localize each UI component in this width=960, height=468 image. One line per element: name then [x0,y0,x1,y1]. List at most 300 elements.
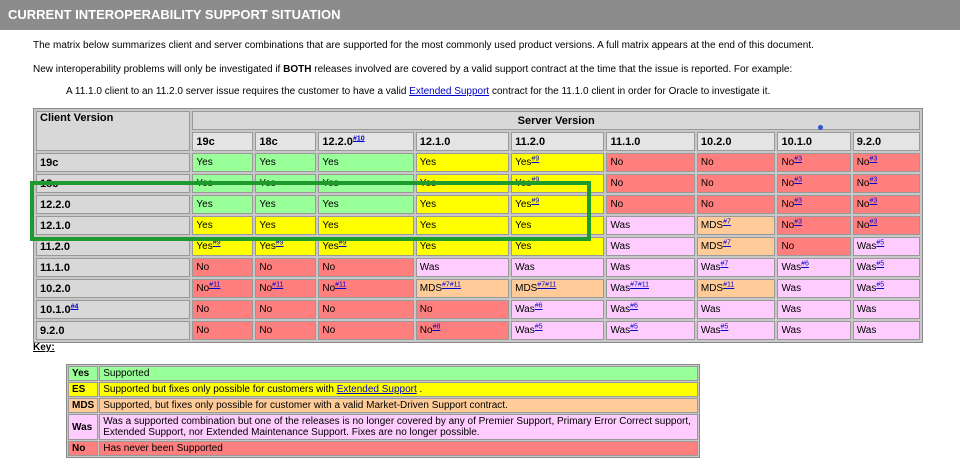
matrix-row [36,195,920,214]
support-status: No [781,241,795,252]
key-code: MDS [68,398,98,413]
support-cell [853,195,920,214]
support-status: Was [515,262,535,273]
support-cell [606,237,694,256]
footnote-ref [869,198,877,205]
support-cell [416,258,509,277]
support-cell [416,174,509,193]
key-text: Supported but fixes only possible for customers with [103,384,337,395]
client-version-label: 10.1.0 [40,303,71,316]
support-cell [777,237,850,256]
support-status: Yes [515,157,532,168]
client-version-label: 11.1.0 [40,261,70,274]
support-cell [777,216,850,235]
footnote-ref [535,324,543,331]
support-cell [606,300,694,319]
key-row [68,398,698,413]
footnote-link[interactable]: #6 [534,302,543,310]
client-version-label: 11.2.0 [40,240,70,253]
support-cell [777,321,850,340]
support-cell [255,300,316,319]
support-status: Yes [515,199,532,210]
support-status: No [856,178,870,189]
support-cell [606,279,694,298]
support-status: Was [610,325,631,336]
footnote-link[interactable]: #3 [869,218,878,226]
support-status: Yes [419,178,437,189]
support-cell [416,279,509,298]
support-status: Yes [322,199,339,210]
support-status: No [322,262,336,273]
footnote-link[interactable]: #11 [272,281,284,289]
support-cell [777,258,850,277]
footnote-ref [794,198,802,205]
server-column-header [606,132,694,151]
support-cell [697,174,776,193]
server-column-header [416,132,509,151]
support-cell [416,195,509,214]
server-column-label: 11.1.0 [610,135,641,148]
matrix-row [36,279,920,298]
footnote-ref [209,282,220,289]
matrix-row [36,321,920,340]
support-cell [511,174,604,193]
intro-bold: BOTH [283,64,312,75]
extended-support-link[interactable]: Extended Support [409,86,490,97]
support-status: No [610,178,624,189]
footnote-ref [723,219,731,226]
support-cell [697,153,776,172]
support-cell [606,216,694,235]
support-cell [697,237,776,256]
footnote-link[interactable]: #8 [432,323,441,331]
footnote-ref [353,135,365,142]
support-status: No [781,220,795,231]
support-status: Yes [259,220,276,231]
client-row-header [36,279,190,298]
footnote-link[interactable]: #3 [869,197,878,205]
support-cell [255,237,316,256]
footnote-ref [531,156,539,163]
server-column-label: 9.2.0 [856,135,882,148]
matrix-row [36,153,920,172]
support-status: No [196,283,210,294]
footnote-link[interactable]: #3 [794,155,803,163]
server-column-header [777,132,850,151]
support-status: No [700,157,714,168]
footnote-ref [535,303,543,310]
support-cell [697,279,776,298]
support-cell [777,174,850,193]
footnote-ref [723,282,734,289]
support-status: No [196,262,210,273]
key-description [99,398,698,413]
support-cell [416,237,509,256]
support-cell [318,321,413,340]
support-status: Was [700,304,721,315]
intro-example [66,86,770,97]
footnote-link[interactable]: #9 [531,155,540,163]
footnote-link[interactable]: #5 [630,323,638,331]
support-status: Yes [196,178,213,189]
footnote-ref [71,303,79,310]
support-cell [697,216,776,235]
footnote-link[interactable]: #5 [534,323,543,331]
key-description [99,382,698,397]
support-status: Was [610,220,631,231]
matrix-row [36,300,920,319]
footnote-ref [794,156,802,163]
client-version-label: 9.2.0 [40,324,65,337]
footnote-link[interactable]: #9 [275,239,284,247]
support-cell [511,216,604,235]
key-table [66,364,700,458]
support-status: No [856,199,870,210]
support-cell [318,195,413,214]
footnote-link[interactable]: #7 [720,260,729,268]
intro-text: contract for the 11.1.0 client in order for Oracle to investigate it. [489,86,771,97]
support-status: No [856,157,870,168]
footnote-ref [339,240,347,247]
footnote-ref [869,177,877,184]
support-status: Was [856,262,877,273]
key-code: ES [68,382,98,397]
support-status: Yes [515,241,532,252]
footnote-ref [869,219,877,226]
support-cell [697,321,776,340]
extended-support-link[interactable]: Extended Support [336,384,417,395]
intro-paragraph-2 [33,64,792,75]
footnote-ref [876,240,884,247]
support-status: Was [419,262,440,273]
support-cell [697,258,776,277]
support-status: Yes [419,199,437,210]
server-column-label: 10.1.0 [781,135,813,148]
support-status: Yes [515,178,532,189]
footnote-ref [531,177,539,184]
support-cell [697,300,776,319]
footnote-link[interactable]: #10 [352,134,365,142]
client-version-label: 12.2.0 [40,198,71,211]
server-column-label: 11.2.0 [515,135,546,148]
support-status: No [781,178,795,189]
support-status: Was [515,304,535,315]
client-row-header [36,195,190,214]
server-column-label: 19c [196,135,215,148]
support-cell [606,195,694,214]
footnote-link[interactable]: #3 [794,176,803,184]
support-cell [511,153,604,172]
key-row [68,441,698,456]
support-cell [255,279,316,298]
server-column-label: 12.1.0 [419,135,451,148]
support-status: No [322,283,336,294]
page-title: CURRENT INTEROPERABILITY SUPPORT SITUATION [0,0,960,30]
footnote-link[interactable]: #7#11 [442,281,461,289]
support-status: No [419,325,433,336]
footnote-ref [801,261,809,268]
footnote-link[interactable]: #3 [794,218,803,226]
support-status: No [610,199,624,210]
support-status: Was [610,262,631,273]
support-cell [511,195,604,214]
footnote-ref [276,240,284,247]
server-column-header [511,132,604,151]
support-status: Yes [322,220,339,231]
footnote-link[interactable]: #9 [338,239,347,247]
support-status: Yes [322,178,339,189]
footnote-link[interactable]: #7 [723,218,731,226]
intro-text: New interoperability problems will only be investigated if [33,64,284,75]
support-status: Yes [259,178,276,189]
support-cell [255,258,316,277]
support-cell [255,321,316,340]
footnote-ref [335,282,346,289]
support-status: MDS [515,283,538,294]
footnote-link[interactable]: #5 [720,323,729,331]
support-cell [192,195,253,214]
footnote-ref [723,240,731,247]
support-status: Yes [259,241,276,252]
support-cell [606,153,694,172]
support-status: No [419,304,433,315]
footnote-link[interactable]: #4 [70,302,79,310]
support-status: Yes [419,220,437,231]
support-status: Was [856,241,877,252]
footnote-ref [876,261,884,268]
client-version-label: 10.2.0 [40,282,71,295]
support-status: No [259,283,273,294]
support-status: No [781,157,795,168]
client-version-label: 18c [40,177,59,190]
support-status: Yes [515,220,532,231]
key-row [68,366,698,381]
server-column-header [318,132,413,151]
support-status: Yes [419,241,437,252]
support-status: Was [781,304,802,315]
support-cell [416,216,509,235]
support-cell [192,237,253,256]
support-cell [416,300,509,319]
server-column-label: 18c [259,135,278,148]
support-status: Was [700,325,721,336]
support-status: Yes [322,241,339,252]
support-status: Was [610,283,631,294]
client-version-label: 19c [40,156,59,169]
key-description [99,414,698,440]
matrix-row [36,258,920,277]
footnote-link[interactable]: #9 [531,176,540,184]
support-status: No [781,199,795,210]
client-row-header [36,258,190,277]
footnote-ref [630,282,649,289]
footnote-link[interactable]: #3 [794,197,803,205]
footnote-link[interactable]: #3 [869,176,878,184]
client-row-header [36,153,190,172]
key-text: Supported [103,368,150,379]
key-row [68,414,698,440]
support-status: No [856,220,870,231]
support-cell [606,321,694,340]
support-cell [777,300,850,319]
server-column-header [255,132,316,151]
support-status: MDS [700,241,724,252]
client-row-header [36,321,190,340]
support-status: Yes [259,157,276,168]
client-version-label: 12.1.0 [40,219,71,232]
support-status: Yes [196,199,213,210]
cursor-dot [818,125,823,130]
support-status: Yes [419,157,437,168]
client-row-header [36,300,190,319]
support-status: Was [781,283,802,294]
support-cell [318,216,413,235]
key-heading: Key: [33,342,55,353]
key-text: Supported, but fixes only possible for customer with a valid Market-Driven Support contract. [103,400,508,411]
support-cell [853,258,920,277]
support-status: No [700,178,714,189]
footnote-link[interactable]: #3 [869,155,878,163]
footnote-link[interactable]: #6 [801,260,809,268]
support-cell [606,258,694,277]
intro-paragraph-1: The matrix below summarizes client and server combinations that are supported for the most commonly used product versions. A full matrix appears at the end of this document. [33,40,814,51]
support-status: Was [856,325,877,336]
key-text: . [416,384,423,395]
interoperability-matrix [33,108,923,343]
support-cell [255,174,316,193]
support-cell [255,195,316,214]
footnote-link[interactable]: #11 [723,281,735,289]
support-status: MDS [700,283,724,294]
key-code: Yes [68,366,98,381]
support-cell [255,216,316,235]
support-cell [192,216,253,235]
footnote-ref [794,219,802,226]
client-row-header [36,216,190,235]
support-cell [318,237,413,256]
support-status: No [322,325,336,336]
footnote-ref [272,282,283,289]
footnote-ref [721,261,729,268]
matrix-row [36,174,920,193]
support-cell [416,153,509,172]
footnote-ref [433,324,441,331]
footnote-ref [537,282,556,289]
support-cell [192,258,253,277]
support-status: No [610,157,624,168]
support-status: No [259,262,273,273]
footnote-link[interactable]: #5 [876,281,885,289]
support-status: Yes [322,157,339,168]
footnote-ref [213,240,221,247]
support-cell [255,153,316,172]
matrix-row [36,216,920,235]
client-row-header [36,237,190,256]
server-column-header [697,132,776,151]
support-cell [192,300,253,319]
support-cell [853,279,920,298]
key-code: Was [68,414,98,440]
support-status: MDS [700,220,724,231]
support-status: No [196,325,210,336]
support-cell [318,153,413,172]
footnote-link[interactable]: #7 [723,239,731,247]
support-cell [511,321,604,340]
support-cell [777,195,850,214]
support-cell [318,174,413,193]
intro-text: A 11.1.0 client to an 11.2.0 server issue requires the customer to have a valid [66,86,410,97]
support-cell [511,279,604,298]
footnote-ref [876,282,884,289]
footnote-ref [869,156,877,163]
support-cell [318,300,413,319]
support-status: No [322,304,336,315]
support-status: Was [610,304,631,315]
support-cell [511,300,604,319]
server-version-header: Server Version [192,111,920,130]
client-version-header: Client Version [36,111,190,151]
support-status: Yes [196,241,213,252]
key-description [99,441,698,456]
support-status: Was [610,241,631,252]
support-status: Was [781,325,802,336]
footnote-ref [630,303,638,310]
server-column-label: 10.2.0 [700,135,732,148]
footnote-link[interactable]: #9 [531,197,540,205]
footnote-link[interactable]: #7#11 [630,281,650,289]
support-cell [853,237,920,256]
footnote-link[interactable]: #11 [209,281,221,289]
footnote-link[interactable]: #5 [876,260,885,268]
support-cell [853,216,920,235]
support-cell [853,300,920,319]
matrix-row [36,237,920,256]
support-cell [318,279,413,298]
footnote-link[interactable]: #6 [630,302,638,310]
support-cell [777,279,850,298]
footnote-ref [721,324,729,331]
support-cell [318,258,413,277]
key-description [99,366,698,381]
server-column-label: 12.2.0 [322,135,353,148]
support-status: No [196,304,210,315]
footnote-ref [794,177,802,184]
support-cell [416,321,509,340]
key-text: Has never been Supported [103,443,223,454]
footnote-ref [531,198,539,205]
client-row-header [36,174,190,193]
footnote-link[interactable]: #11 [335,281,347,289]
support-status: Yes [259,199,276,210]
support-status: No [700,199,714,210]
key-row [68,382,698,397]
support-status: No [259,304,273,315]
footnote-link[interactable]: #7#11 [537,281,557,289]
support-status: Was [856,283,877,294]
footnote-link[interactable]: #9 [212,239,221,247]
server-column-header [853,132,920,151]
support-status: Was [781,262,802,273]
support-cell [853,174,920,193]
support-cell [511,258,604,277]
server-column-header [192,132,253,151]
key-code: No [68,441,98,456]
footnote-link[interactable]: #5 [876,239,885,247]
support-status: Was [700,262,721,273]
support-status: Was [515,325,535,336]
support-cell [853,321,920,340]
support-cell [192,279,253,298]
